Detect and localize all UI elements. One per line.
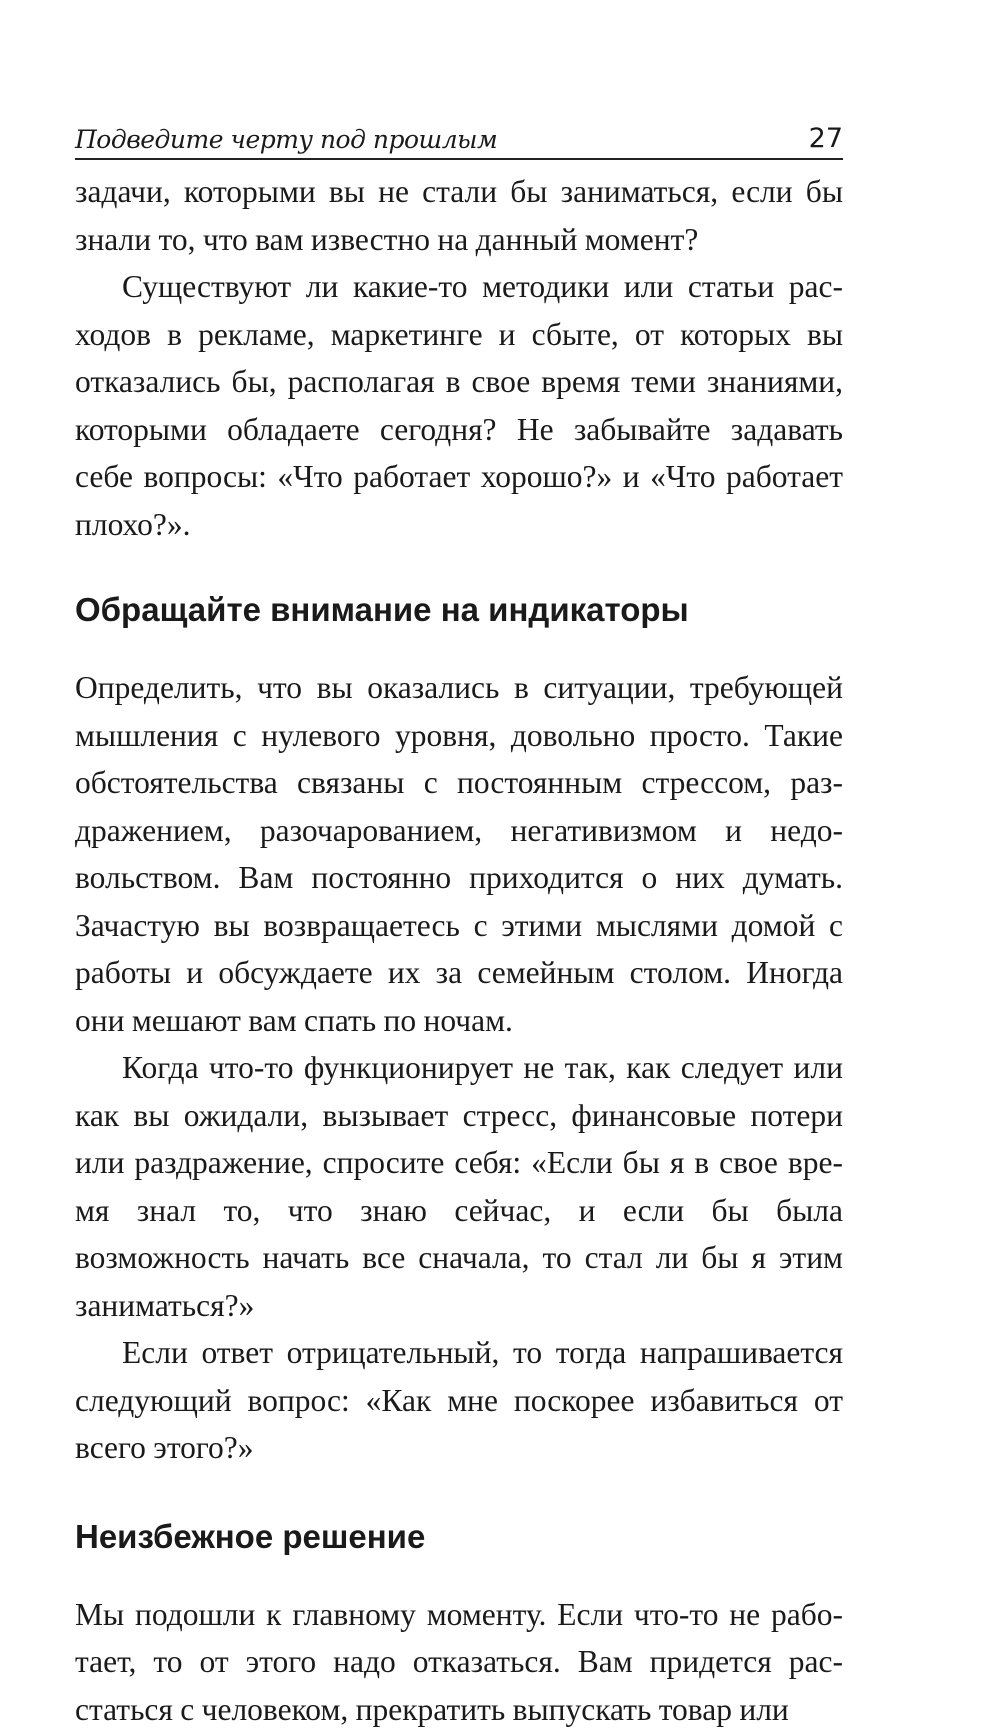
- book-page: [75, 108, 843, 1733]
- paragraph: Мы подошли к главному моменту. Если что-то не работает, то от этого надо отказаться. Вам придется расстаться с человеком, прекратить выпускать товар или: [75, 1591, 843, 1733]
- section-heading: Неизбежное решение: [75, 1517, 843, 1557]
- intro-block: [75, 168, 843, 548]
- paragraph: Определить, что вы оказались в ситуации, требующей мышления с нулевого уровня, довольно просто. Такие обстоятельства связаны с постоянным стрессом, раздражением, разочарованием, негативизмом и недовольством. Вам постоянно приходится о них думать. Зачастую вы возвращаетесь с этими мыслями домой с работы и обсуждаете их за семейным столом. Иногда они мешают вам спать по ночам.: [75, 664, 843, 1044]
- paragraph: задачи, которыми вы не стали бы заниматься, если бы знали то, что вам известно на данный момент?: [75, 168, 843, 263]
- paragraph: Существуют ли какие-то методики или статьи расходов в рекламе, маркетинге и сбыте, от которых вы отказались бы, располагая в свое время теми знаниями, которыми обладаете сегодня? Не забывайте задавать себе вопросы: «Что работает хорошо?» и «Что работает плохо?».: [75, 263, 843, 548]
- paragraph: Если ответ отрицательный, то тогда напрашивается следующий вопрос: «Как мне поскорее избавиться от всего этого?»: [75, 1329, 843, 1472]
- page-number: 27: [809, 123, 843, 154]
- running-header: [75, 108, 843, 160]
- paragraph: Когда что-то функционирует не так, как следует или как вы ожидали, вызывает стресс, финансовые потери или раздражение, спросите себя: «Если бы я в свое время знал то, что знаю сейчас, и если бы была возможность начать все сначала, то стал ли бы я этим заниматься?»: [75, 1044, 843, 1329]
- page-body: [75, 168, 843, 1733]
- running-title: Подведите черту под прошлым: [75, 125, 497, 154]
- section-heading: Обращайте внимание на индикаторы: [75, 590, 843, 630]
